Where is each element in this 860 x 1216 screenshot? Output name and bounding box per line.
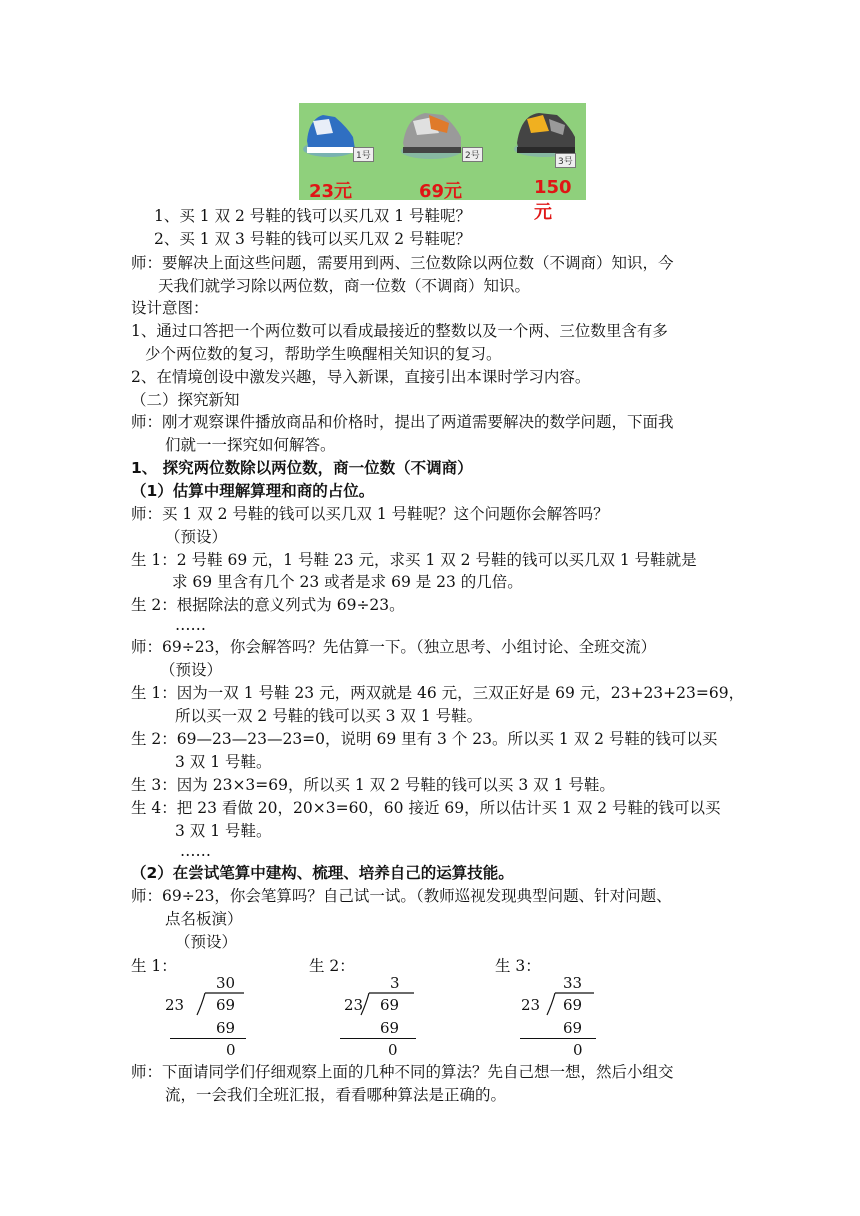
- product: 69: [216, 1019, 236, 1037]
- division-label: 生 3：: [495, 957, 541, 975]
- subtraction-line: [520, 1038, 596, 1039]
- remainder: 0: [226, 1041, 236, 1059]
- division-label: 生 1：: [131, 957, 177, 975]
- text-line: （预设）: [175, 933, 238, 951]
- text-line: 点名板演）: [165, 910, 243, 928]
- text-line: 师：刚才观察课件播放商品和价格时，提出了两道需要解决的数学问题，下面我: [131, 413, 674, 431]
- text-line: 流，一会我们全班汇报，看看哪种算法是正确的。: [165, 1086, 507, 1104]
- dividend: 69: [216, 996, 236, 1014]
- quotient: 30: [216, 974, 236, 992]
- text-line: 求 69 里含有几个 23 或者是求 69 是 23 的几倍。: [172, 573, 523, 591]
- question-2: 2、买 1 双 3 号鞋的钱可以买几双 2 号鞋呢？: [154, 230, 472, 248]
- text-line: 师：下面请同学们仔细观察上面的几种不同的算法？先自己想一想，然后小组交: [131, 1063, 674, 1081]
- size-tag-2: 2号: [462, 147, 483, 162]
- divisor: 23: [521, 996, 541, 1014]
- text-line: 生 2：69—23—23—23=0，说明 69 里有 3 个 23。所以买 1 双 2 号鞋的钱可以买: [131, 730, 718, 748]
- division-label: 生 2：: [309, 957, 355, 975]
- text-line: 少个两位数的复习，帮助学生唤醒相关知识的复习。: [145, 345, 502, 363]
- text-line: （预设）: [165, 528, 228, 546]
- subsection-heading: （1）估算中理解算理和商的占位。: [131, 482, 375, 500]
- size-tag-1: 1号: [353, 147, 374, 162]
- text-line: 师：69÷23，你会笔算吗？自己试一试。（教师巡视发现典型问题、针对问题、: [131, 887, 672, 905]
- quotient: 3: [390, 974, 400, 992]
- blue-shoe-icon: [303, 115, 355, 157]
- price-shoe-1: 23元: [309, 181, 353, 202]
- price-shoe-3: 150元: [534, 177, 572, 223]
- text-line: 生 4：把 23 看做 20，20×3=60，60 接近 69，所以估计买 1 双 2 号鞋的钱可以买: [131, 799, 721, 817]
- divisor: 23: [165, 996, 185, 1014]
- text-line: 3 双 1 号鞋。: [175, 753, 272, 771]
- text-line: 师：69÷23，你会解答吗？先估算一下。（独立思考、小组讨论、全班交流）: [131, 638, 657, 656]
- text-line: 生 1：2 号鞋 69 元，1 号鞋 23 元，求买 1 双 2 号鞋的钱可以买几双 1 号鞋就是: [131, 551, 697, 569]
- subtraction-line: [340, 1038, 416, 1039]
- text-line: （预设）: [160, 661, 223, 679]
- divisor: 23: [344, 996, 364, 1014]
- remainder: 0: [573, 1041, 583, 1059]
- text-line: 师：买 1 双 2 号鞋的钱可以买几双 1 号鞋呢？这个问题你会解答吗？: [131, 505, 609, 523]
- price-shoe-2: 69元: [419, 181, 463, 202]
- text-line: 天我们就学习除以两位数，商一位数（不调商）知识。: [158, 277, 531, 295]
- remainder: 0: [388, 1041, 398, 1059]
- subsection-heading: 1、 探究两位数除以两位数，商一位数（不调商）: [131, 459, 473, 477]
- text-line: 3 双 1 号鞋。: [175, 822, 272, 840]
- size-tag-3: 3号: [555, 153, 576, 168]
- text-line: 们就一一探究如何解答。: [165, 436, 336, 454]
- shoe-price-image: [299, 103, 586, 223]
- text-line: 1、通过口答把一个两位数可以看成最接近的整数以及一个两、三位数里含有多: [131, 322, 668, 340]
- subsection-heading: （2）在尝试笔算中建构、梳理、培养自己的运算技能。: [131, 864, 514, 882]
- grey-shoe-icon: [401, 113, 461, 159]
- text-line: 2、在情境创设中激发兴趣，导入新课，直接引出本课时学习内容。: [131, 368, 591, 386]
- question-1: 1、买 1 双 2 号鞋的钱可以买几双 1 号鞋呢？: [154, 207, 472, 225]
- product: 69: [563, 1019, 583, 1037]
- ellipsis: ……: [180, 842, 211, 860]
- dark-shoe-icon: [514, 113, 575, 157]
- ellipsis: ……: [175, 616, 206, 634]
- text-line: 生 2：根据除法的意义列式为 69÷23。: [131, 596, 405, 614]
- text-line: 生 3：因为 23×3=69，所以买 1 双 2 号鞋的钱可以买 3 双 1 号鞋。: [131, 776, 615, 794]
- dividend: 69: [563, 996, 583, 1014]
- text-line: 所以买一双 2 号鞋的钱可以买 3 双 1 号鞋。: [175, 707, 483, 725]
- product: 69: [380, 1019, 400, 1037]
- section-heading: （二）探究新知: [131, 391, 240, 409]
- dividend: 69: [380, 996, 400, 1014]
- text-line: 师：要解决上面这些问题，需要用到两、三位数除以两位数（不调商）知识，今: [131, 254, 674, 272]
- text-line: 生 1：因为一双 1 号鞋 23 元，两双就是 46 元，三双正好是 69 元，23+23+23=69，: [131, 684, 745, 702]
- section-label: 设计意图：: [131, 299, 209, 317]
- subtraction-line: [170, 1038, 246, 1039]
- quotient: 33: [563, 974, 583, 992]
